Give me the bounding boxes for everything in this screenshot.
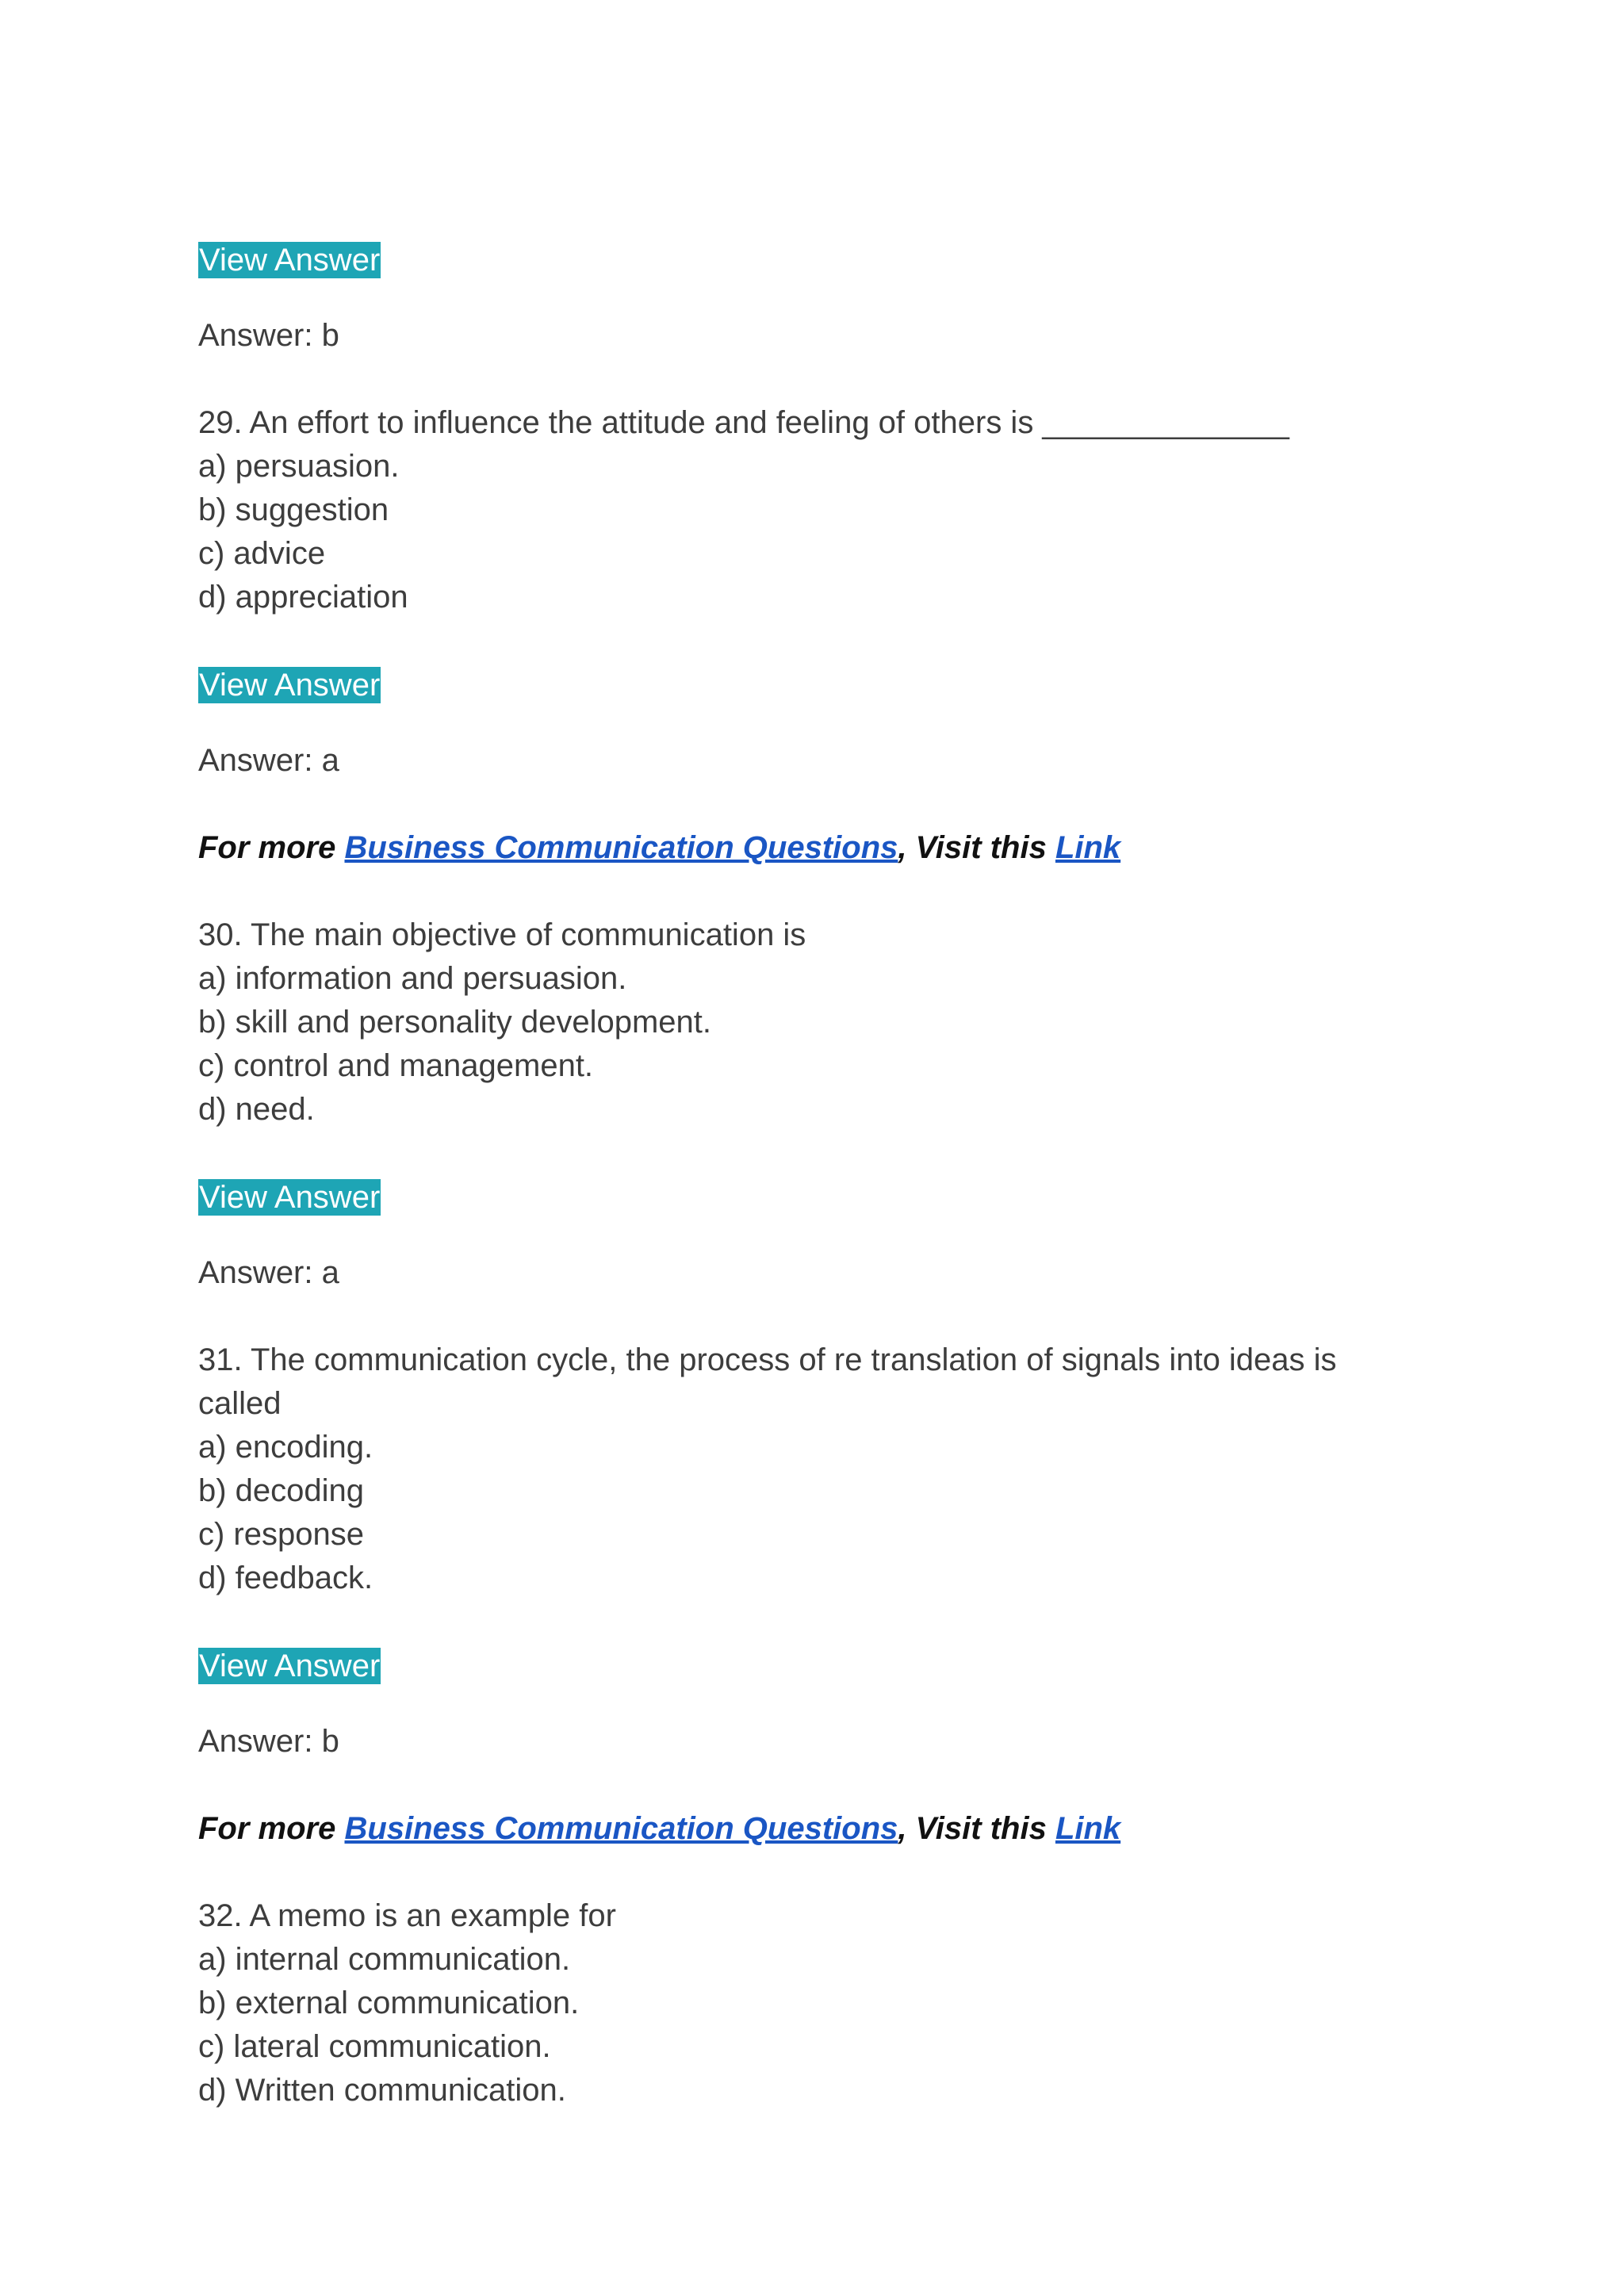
- answer-text: Answer: b: [198, 1724, 339, 1759]
- question-text: 30. The main objective of communication is: [198, 917, 806, 952]
- option-d: d) appreciation: [198, 580, 408, 615]
- question-31: [198, 1338, 1467, 1600]
- visit-link[interactable]: Link: [1055, 1811, 1121, 1846]
- option-d: d) Written communication.: [198, 2073, 566, 2108]
- view-answer-row: [198, 238, 1467, 281]
- visit-link[interactable]: Link: [1055, 830, 1121, 865]
- question-29: [198, 401, 1467, 619]
- promo-line: [198, 1807, 1467, 1851]
- option-c: c) advice: [198, 536, 326, 571]
- promo-middle: , Visit this: [898, 830, 1055, 865]
- option-a: a) persuasion.: [198, 449, 400, 484]
- option-c: c) response: [198, 1517, 364, 1552]
- question-text: 31. The communication cycle, the process of re translation of signals into ideas is called: [198, 1342, 1337, 1421]
- view-answer-row: [198, 663, 1467, 707]
- option-c: c) control and management.: [198, 1048, 594, 1083]
- answer-text: Answer: b: [198, 318, 339, 353]
- option-b: b) skill and personality development.: [198, 1005, 712, 1040]
- option-a: a) encoding.: [198, 1430, 373, 1465]
- option-b: b) decoding: [198, 1473, 365, 1508]
- view-answer-button[interactable]: View Answer: [199, 1648, 381, 1683]
- option-d: d) need.: [198, 1092, 315, 1127]
- view-answer-row: [198, 1175, 1467, 1219]
- question-30: [198, 913, 1467, 1132]
- option-c: c) lateral communication.: [198, 2029, 551, 2064]
- promo-prefix: For more: [198, 830, 345, 865]
- view-answer-row: [198, 1644, 1467, 1687]
- document-page: [198, 238, 1467, 2112]
- view-answer-button[interactable]: View Answer: [199, 667, 381, 703]
- view-answer-button[interactable]: View Answer: [199, 242, 381, 278]
- option-a: a) internal communication.: [198, 1942, 571, 1977]
- business-communication-questions-link[interactable]: Business Communication Questions: [344, 1811, 898, 1846]
- promo-prefix: For more: [198, 1811, 345, 1846]
- answer-text: Answer: a: [198, 743, 339, 778]
- promo-middle: , Visit this: [898, 1811, 1055, 1846]
- option-b: b) external communication.: [198, 1986, 580, 2020]
- question-text: 29. An effort to influence the attitude and feeling of others is ______________: [198, 405, 1289, 440]
- option-a: a) information and persuasion.: [198, 961, 627, 996]
- promo-line: [198, 826, 1467, 870]
- view-answer-button[interactable]: View Answer: [199, 1179, 381, 1215]
- business-communication-questions-link[interactable]: Business Communication Questions: [344, 830, 898, 865]
- question-text: 32. A memo is an example for: [198, 1898, 616, 1933]
- option-d: d) feedback.: [198, 1561, 373, 1595]
- answer-text: Answer: a: [198, 1255, 339, 1290]
- question-32: [198, 1894, 1467, 2112]
- option-b: b) suggestion: [198, 492, 389, 527]
